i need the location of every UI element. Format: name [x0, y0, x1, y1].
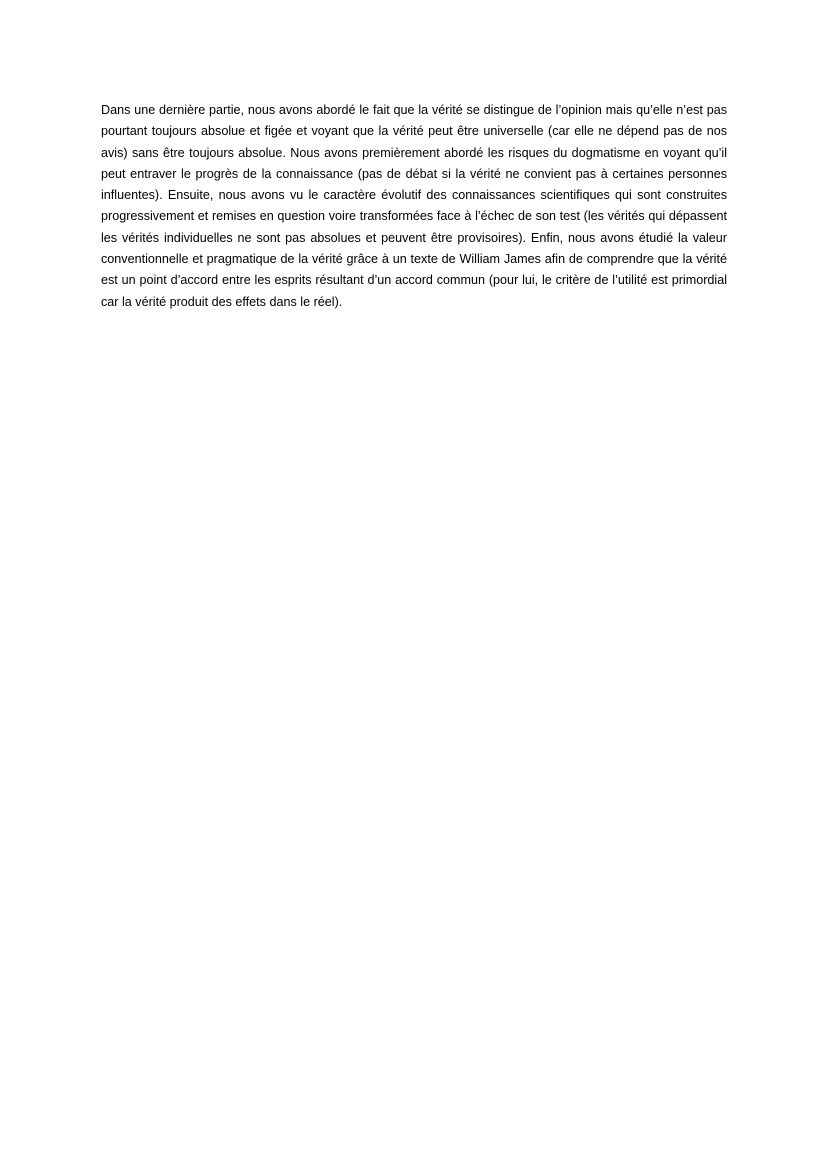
body-paragraph: Dans une dernière partie, nous avons abordé le fait que la vérité se distingue de l’opinion mais qu’elle n’est pas pourtant toujours absolue et figée et voyant que la vérité peut être universelle (car elle ne dépend pas de nos avis) sans être toujours absolue. Nous avons premièrement abordé les risques du dogmatisme en voyant qu’il peut entraver le progrès de la connaissance (pas de débat si la vérité ne convient pas à certaines personnes influentes). Ensuite, nous avons vu le caractère évolutif des connaissances scientifiques qui sont construites progressivement et remises en question voire transformées face à l’échec de son test (les vérités qui dépassent les vérités individuelles ne sont pas absolues et peuvent être provisoires). Enfin, nous avons étudié la valeur conventionnelle et pragmatique de la vérité grâce à un texte de William James afin de comprendre que la vérité est un point d’accord entre les esprits résultant d’un accord commun (pour lui, le critère de l’utilité est primordial car la vérité produit des effets dans le réel). [101, 103, 727, 309]
